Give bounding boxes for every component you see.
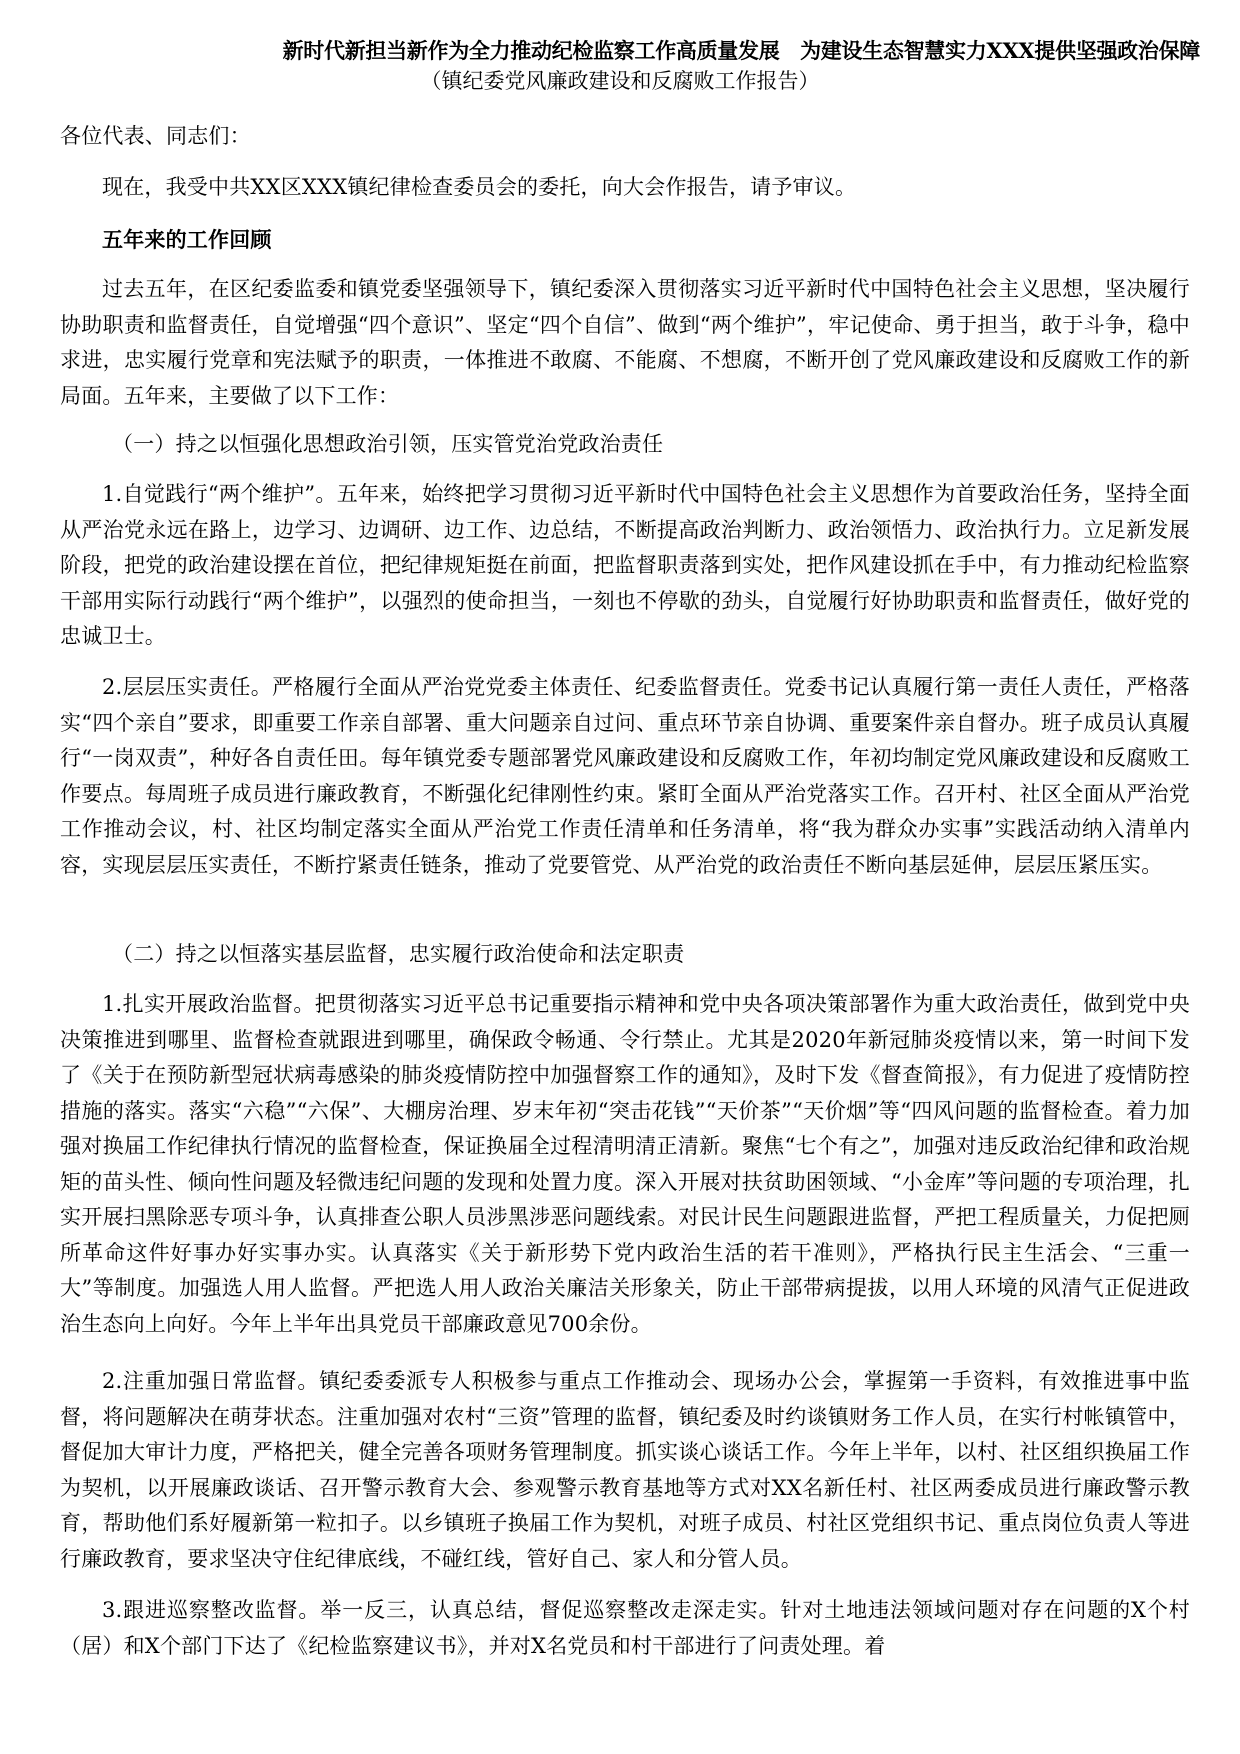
paragraph-political-supervision: 1.扎实开展政治监督。把贯彻落实习近平总书记重要指示精神和党中央各项决策部署作为重大政治责任，做到党中央决策推进到哪里、监督检查就跟进到哪里，确保政令畅通、令行禁止。尤其是2020年新冠肺炎疫情以来，第一时间下发了《关于在预防新型冠状病毒感染的肺炎疫情防控中加强督察工作的通知》，及时下发《督查简报》，有力促进了疫情防控措施的落实。落实“六稳”“六保”、大棚房治理、岁末年初“突击花钱”“天价茶”“天价烟”等“四风问题的监督检查。着力加强对换届工作纪律执行情况的监督检查，保证换届全过程清明清正清新。聚焦“七个有之”，加强对违反政治纪律和政治规矩的苗头性、倾向性问题及轻微违纪问题的发现和处置力度。深入开展对扶贫助困领域、“小金库”等问题的专项治理，扎实开展扫黑除恶专项斗争，认真排查公职人员涉黑涉恶问题线索。对民计民生问题跟进监督，严把工程质量关，力促把厕所革命这件好事办好实事办实。认真落实《关于新形势下党内政治生活的若干准则》，严格执行民主生活会、“三重一大”等制度。加强选人用人监督。严把选人用人政治关廉洁关形象关，防止干部带病提拔，以用人环境的风清气正促进政治生态向上向好。今年上半年出具党员干部廉政意见700余份。 [60, 992, 1190, 1336]
opening-paragraph: 现在，我受中共XX区XXX镇纪律检查委员会的委托，向大会作报告，请予审议。 [102, 175, 857, 199]
paragraph-daily-supervision: 2.注重加强日常监督。镇纪委委派专人积极参与重点工作推动会、现场办公会，掌握第一手资料，有效推进事中监督，将问题解决在萌芽状态。注重加强对农村“三资”管理的监督，镇纪委及时约谈镇财务工作人员，在实行村帐镇管中，督促加大审计力度，严格把关，健全完善各项财务管理制度。抓实谈心谈话工作。今年上半年，以村、社区组织换届工作为契机，以开展廉政谈话、召开警示教育大会、参观警示教育基地等方式对XX名新任村、社区两委成员进行廉政警示教育，帮助他们系好履新第一粒扣子。以乡镇班子换届工作为契机，对班子成员、村社区党组织书记、重点岗位负责人等进行廉政教育，要求坚决守住纪律底线，不碰红线，管好自己、家人和分管人员。 [60, 1369, 1190, 1571]
subsection-heading-1: （一）持之以恒强化思想政治引领，压实管党治党政治责任 [112, 432, 664, 456]
salutation: 各位代表、同志们： [60, 124, 251, 148]
paragraph-responsibility: 2.层层压实责任。严格履行全面从严治党党委主体责任、纪委监督责任。党委书记认真履行第一责任人责任，严格落实“四个亲自”要求，即重要工作亲自部署、重大问题亲自过问、重点环节亲自协调、重要案件亲自督办。班子成员认真履行“一岗双责”，种好各自责任田。每年镇党委专题部署党风廉政建设和反腐败工作，年初均制定党风廉政建设和反腐败工作要点。每周班子成员进行廉政教育，不断强化纪律刚性约束。紧盯全面从严治党落实工作。召开村、社区全面从严治党工作推动会议，村、社区均制定落实全面从严治党工作责任清单和任务清单，将“我为群众办实事”实践活动纳入清单内容，实现层层压实责任，不断拧紧责任链条，推动了党要管党、从严治党的政治责任不断向基层延伸，层层压紧压实。 [60, 675, 1190, 877]
report-subtitle: （镇纪委党风廉政建设和反腐败工作报告） [420, 69, 820, 93]
paragraph-inspection-rectification: 3.跟进巡察整改监督。举一反三，认真总结，督促巡察整改走深走实。针对土地违法领域问题对存在问题的X个村（居）和X个部门下达了《纪检监察建议书》，并对X名党员和村干部进行了问责处理。着 [60, 1598, 1190, 1658]
subsection-heading-2: （二）持之以恒落实基层监督，忠实履行政治使命和法定职责 [112, 942, 685, 966]
review-paragraph: 过去五年，在区纪委监委和镇党委坚强领导下，镇纪委深入贯彻落实习近平新时代中国特色社会主义思想，坚决履行协助职责和监督责任，自觉增强“四个意识”、坚定“四个自信”、做到“两个维护”，牢记使命、勇于担当，敢于斗争，稳中求进，忠实履行党章和宪法赋予的职责，一体推进不敢腐、不能腐、不想腐，不断开创了党风廉政建设和反腐败工作的新局面。五年来，主要做了以下工作： [60, 277, 1190, 408]
section-heading: 五年来的工作回顾 [102, 227, 272, 252]
report-title: 新时代新担当新作为全力推动纪检监察工作高质量发展 为建设生态智慧实力XXX提供坚强政治保障 [282, 38, 1200, 63]
paragraph-political-loyalty: 1.自觉践行“两个维护”。五年来，始终把学习贯彻习近平新时代中国特色社会主义思想作为首要政治任务，坚持全面从严治党永远在路上，边学习、边调研、边工作、边总结，不断提高政治判断力、政治领悟力、政治执行力。立足新发展阶段，把党的政治建设摆在首位，把纪律规矩挺在前面，把监督职责落到实处，把作风建设抓在手中，有力推动纪检监察干部用实际行动践行“两个维护”，以强烈的使命担当，一刻也不停歇的劲头，自觉履行好协助职责和监督责任，做好党的忠诚卫士。 [60, 482, 1190, 648]
